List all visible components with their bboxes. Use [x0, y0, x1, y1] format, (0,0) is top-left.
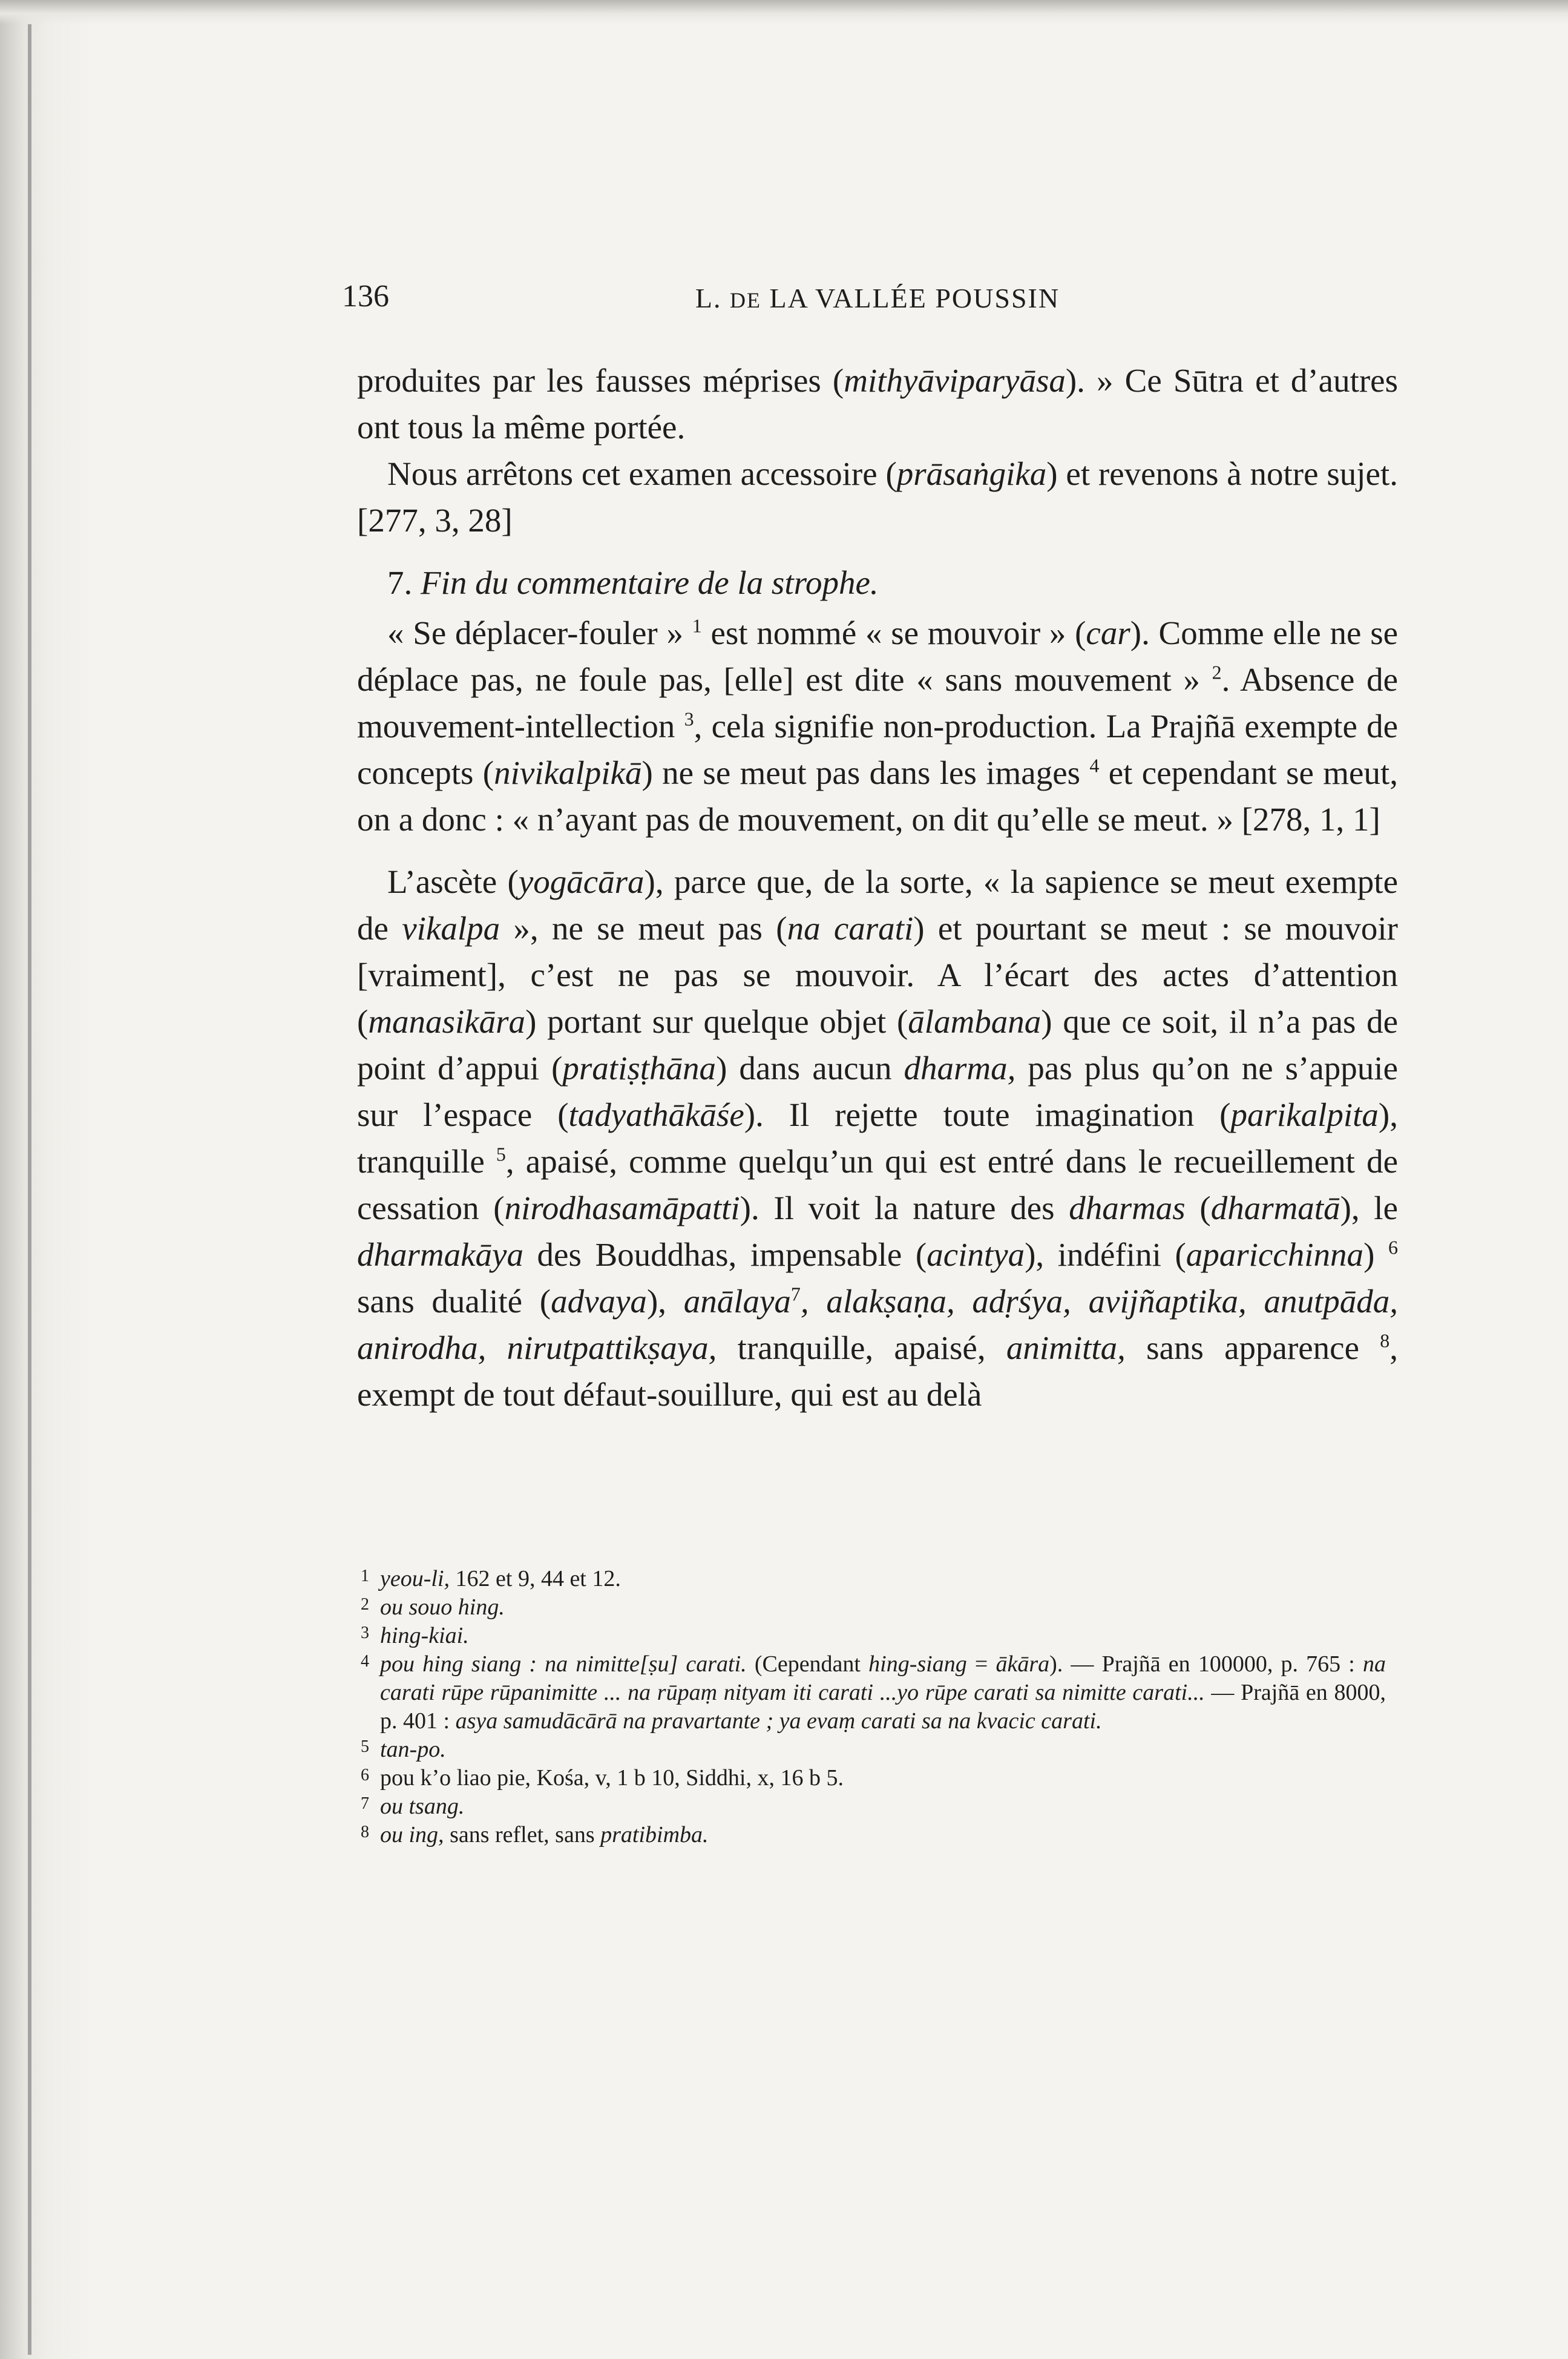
main-text — [357, 357, 1398, 1418]
paragraph-2: Nous arrêtons cet examen accessoire (prāsaṅgika) et revenons à notre sujet. [277, 3, 28] — [357, 455, 1398, 539]
paragraph-4: L’ascète (yogācāra), parce que, de la sorte, « la sapience se meut exempte de vikalpa », ne se meut pas (na carati) et pourtant se meut : se mouvoir [vraiment], c’est ne pas se mouvoir. A l’écart des actes d’attention (manasikāra) portant sur quelque objet (ālambana) que ce soit, il n’a pas de point d’appui (pratiṣṭhāna) dans aucun dharma, pas plus qu’on ne s’appuie sur l’espace (tadyathākāśe). Il rejette toute imagination (parikalpita), tranquille $^5$, apaisé, comme quelqu’un qui est entré dans le recueillement de cessation (nirodhasamāpatti). Il voit la nature des dharmas (dharmatā), le dharmakāya des Bouddhas, impensable (acintya), indéfini (aparicchinna) $^6$ sans dualité (advaya), anālaya$^7$, alakṣaṇa, adṛśya, avijñaptika, anutpāda, anirodha, nirutpattikṣaya, tranquille, apaisé, animitta, sans apparence $^8$, exempt de tout défaut-souillure, qui est au delà — [357, 863, 1399, 1413]
paragraph-3: « Se déplacer-fouler » $^1$ est nommé « se mouvoir » (car). Comme elle ne se déplace pas, ne foule pas, [elle] est dite « sans mouvement » $^2$. Absence de mouvement-intellection $^3$, cela signifie non-production. La Prajñā exempte de concepts (nivikalpikā) ne se meut pas dans les images $^4$ et cependant se meut, on a donc : « n’ayant pas de mouvement, on dit qu’elle se meut. » [278, 1, 1] — [357, 614, 1399, 838]
running-head: L. DE LA VALLÉE POUSSIN — [695, 283, 1060, 314]
book-spine-shadow — [0, 0, 91, 2359]
footnote-ref: 6 — [1388, 1236, 1398, 1258]
footnote-ref: 5 — [496, 1143, 506, 1165]
page-number: 136 — [342, 279, 389, 314]
book-gutter-line — [28, 24, 31, 2355]
footnote-4: 4 pou hing siang : na nimitte[ṣu] carati. (Cependant hing-siang = ākāra). — Prajñā en 100000, p. 765 : na carati rūpe rūpanimitte ... na rūpaṃ nityam iti carati ...yo rūpe carati sa nimitte carati... — Prajñā en 8000, p. 401 : asya samudācārā na pravartante ; ya evaṃ carati sa na kvacic carati. — [361, 1651, 1386, 1734]
page-top-edge — [0, 0, 1568, 24]
footnote-7: 7 ou tsang. — [361, 1794, 465, 1819]
section-heading: 7. Fin du commentaire de la strophe. — [387, 564, 879, 601]
footnote-ref: 1 — [692, 614, 702, 637]
footnote-6: 6 pou k’o liao pie, Kośa, v, 1 b 10, Siddhi, x, 16 b 5. — [361, 1765, 844, 1791]
footnote-8: 8 ou ing, sans reflet, sans pratibimba. — [361, 1822, 709, 1847]
footnote-ref: 3 — [684, 708, 694, 730]
footnote-ref: 7 — [790, 1283, 801, 1305]
footnote-ref: 8 — [1380, 1329, 1390, 1352]
page-header — [324, 278, 1431, 327]
paragraph-1: produites par les fausses méprises (mithyāviparyāsa). » Ce Sūtra et d’autres ont tous la même portée. — [357, 362, 1398, 446]
footnotes — [345, 1565, 1386, 1849]
footnote-2: 2 ou souo hing. — [361, 1594, 505, 1620]
footnote-1: 1 yeou-li, 162 et 9, 44 et 12. — [361, 1566, 621, 1591]
footnote-5: 5 tan-po. — [361, 1737, 446, 1762]
footnote-3: 3 hing-kiai. — [361, 1623, 469, 1648]
footnote-ref: 4 — [1089, 754, 1100, 777]
footnote-ref: 2 — [1212, 661, 1222, 683]
